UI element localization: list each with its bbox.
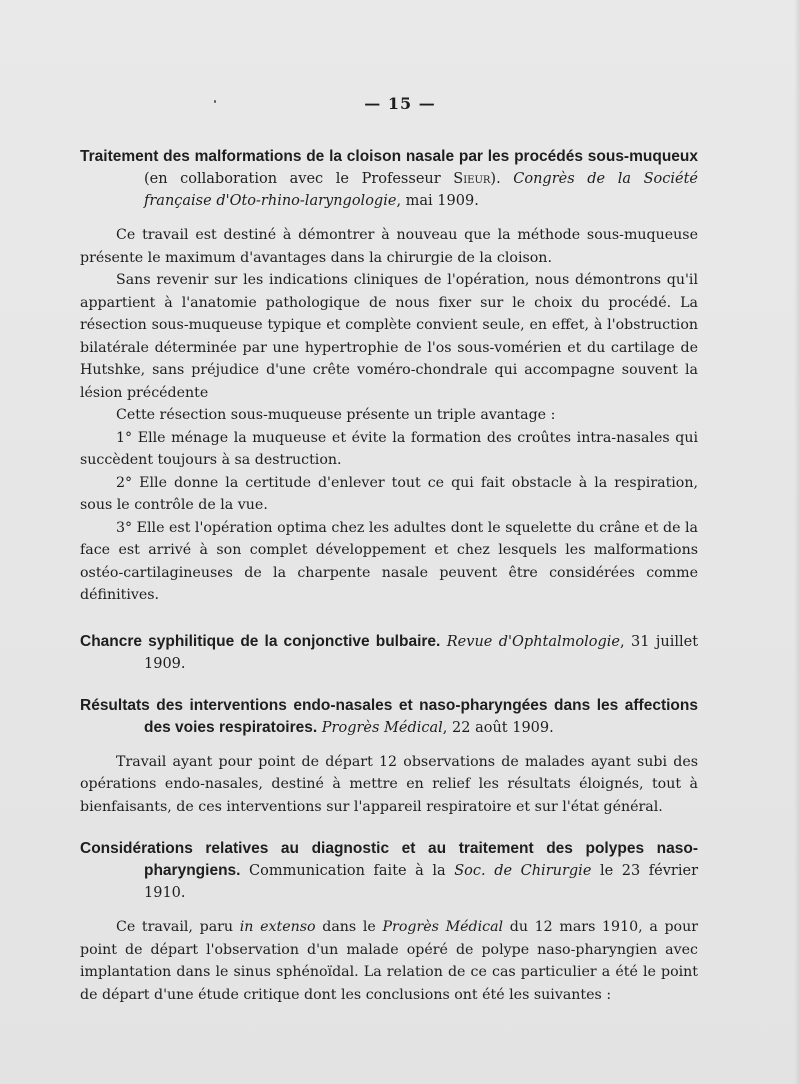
page-number: — 15 — xyxy=(364,94,436,113)
paragraph-italic: Progrès Médical xyxy=(382,919,504,935)
paragraph-text: dans le xyxy=(315,919,383,935)
paragraph: 2° Elle donne la certitude d'enlever tout ce qui fait obstacle à la respiration, sous le contrôle de la vue. xyxy=(80,474,698,513)
entry-heading-polypes xyxy=(80,838,698,904)
paragraph: Cette résection sous-muqueuse présente un triple avantage : xyxy=(116,407,556,423)
paragraph xyxy=(80,916,698,1006)
entry-title: Considérations relatives au diagnostic et au traitement des polypes naso-pharyngiens. xyxy=(80,840,698,879)
entry-communication-text: Communication faite à la xyxy=(240,863,455,879)
paragraph: 1° Elle ménage la muqueuse et évite la formation des croûtes intra-nasales qui succèdent toujours à sa destruction. xyxy=(80,429,698,468)
entry-publication: Revue d'Ophtalmologie xyxy=(446,633,621,650)
entry-publication: Congrès de la Société française d'Oto-rhino-laryngologie xyxy=(144,171,698,209)
paragraph-text: Ce travail, paru xyxy=(116,919,240,935)
entry-title: Chancre syphilitique de la conjonctive bulbaire. xyxy=(80,632,441,650)
entry-date: le 23 février 1910. xyxy=(144,863,699,901)
collaborator-name: Sieur xyxy=(453,171,491,187)
page-content xyxy=(80,146,698,1006)
entry-heading-chancre xyxy=(80,631,698,675)
paragraph-text: du 12 mars 1910, a pour point de départ l'observation d'un malade opéré de polype naso-pharyngien avec implantation dans le sinus sphénoïdal. La relation de ce cas particulier a été le point de départ d'une étude critique dont les conclusions ont été les suivantes : xyxy=(80,919,699,1003)
entry-date: , mai 1909. xyxy=(396,193,479,209)
entry-collab-text: (en collaboration avec le Professeur xyxy=(144,171,454,187)
entry-heading-interventions xyxy=(80,695,698,739)
paragraph: Travail ayant pour point de départ 12 observations de malades ayant subi des opérations endo-nasales, destiné à mettre en relief les résultats éloignés, tout à bienfaisants, de ces interventions sur l'appareil respiratoire et sur l'état général. xyxy=(80,753,698,815)
page-edge-shadow xyxy=(794,0,800,1084)
entry-separator: ). xyxy=(490,171,514,187)
entry-heading-septum xyxy=(80,146,698,212)
entry-title: Résultats des interventions endo-nasales et naso-pharyngées dans les affections des voies respiratoires. xyxy=(80,696,698,736)
entry-publication: Soc. de Chirurgie xyxy=(454,863,592,879)
entry-date: , 22 août 1909. xyxy=(442,719,554,736)
entry-date: , 31 juillet 1909. xyxy=(144,633,699,672)
paragraph: 3° Elle est l'opération optima chez les adultes dont le squelette du crâne et de la face est arrivé à son complet développement et chez lesquels les malformations ostéo-cartilagineuses de la charpente nasale peuvent être considérées comme définitives. xyxy=(80,519,698,603)
paragraph: Ce travail est destiné à démontrer à nouveau que la méthode sous-muqueuse présente le maximum d'avantages dans la chirurgie de la cloison. xyxy=(80,227,698,266)
entry-publication: Progrès Médical xyxy=(321,719,443,736)
entry-title: Traitement des malformations de la cloison nasale par les procédés sous-muqueux xyxy=(80,148,698,165)
paragraph: Sans revenir sur les indications cliniques de l'opération, nous démontrons qu'il appartient à l'anatomie pathologique de nous fixer sur le choix du procédé. La résection sous-muqueuse typique et complète convient seule, en effet, à l'obstruction bilatérale déterminée par une hypertrophie de l'os sous-vomérien et du cartilage de Hutshke, sans préjudice d'une crête voméro-chondrale qui accompagne souvent la lésion précédente xyxy=(80,272,698,401)
paragraph-italic: in extenso xyxy=(239,919,316,935)
